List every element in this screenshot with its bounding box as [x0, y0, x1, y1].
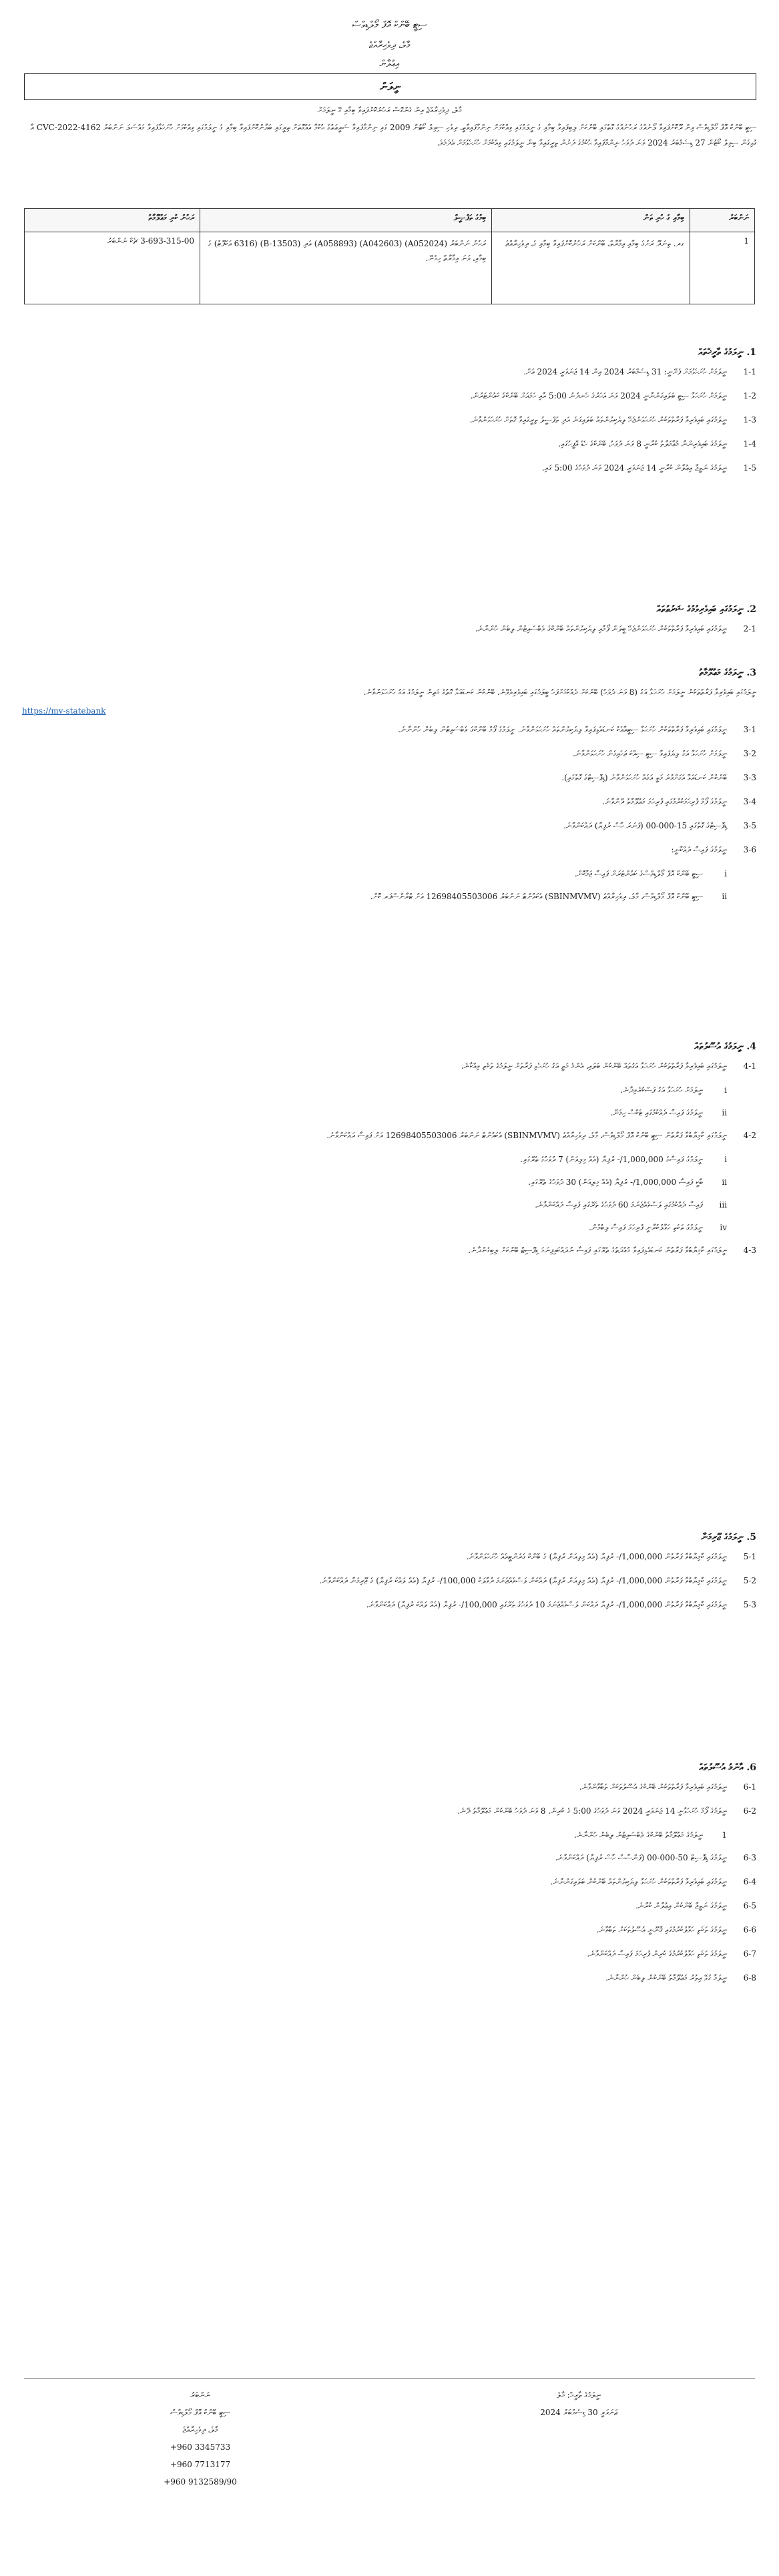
- table-cell-location: ގދ. ތިނަދޫ ރަށުގެ ބިމާއި އިމާރާތް، ބޭންކަށް ރަހުނުކޮށްފައިވާ ބިމާއި ގެ، ދިވެހިރާއްޖެ: [492, 232, 690, 304]
- sub-item: ii ސިޓީ ބޭންކް އޮފް މޯލްޑިވްސް، މާލެ، ދިވެހިރާއްޖެ (SBINMVMV) އެކައުންޓް ނަންބަރު 12698405503006 އަށް ޓްރާންސްފަރ ކޮށް.: [370, 892, 727, 901]
- notice-subtitle: މާލެ، ދިވެހިރާއްޖެ އިން ގެންގޮސް ރަހުނުކޮށްފައިވާ ބިމާއި ގޭ ނީލަމަށް: [317, 105, 462, 115]
- phone-number: +960 7713177: [170, 2460, 231, 2469]
- list-item: 6-2 ނީލަމުގެ ފޯމް ހުށަހަޅާނީ 14 ޖަނަވަރީ 2024 ވަނަ ދުވަހުގެ 5:00 ގެ ކުރިން. 8 ވަނަ ދުވަހު ބޭންކުން މަޢުލޫމާތު ދޭނެ.: [457, 1806, 756, 1816]
- list-item: 3-5 ޑިޕޮސިޓްގެ ގޮތުގައި 15-000-00 (ފަނަރަ ހާސް ރުފިޔާ) ދައްކަންވާނެ.: [563, 821, 756, 830]
- office-name: މާލެ، ދިވެހިރާއްޖެ: [368, 40, 411, 51]
- sub-item: i ނީލަމަށް ހުށަހަޅާ އަގު ފަސްކުރެވިދާނެ.: [620, 1085, 727, 1095]
- section-2: [22, 604, 756, 646]
- footer-contact-block: [80, 2386, 320, 2491]
- list-item: 1-5 ނީލަމުގެ ނަތީޖާ އިޢުލާން ކުރާނީ 14 ޖަނަވަރީ 2024 ވަނަ ދުވަހުގެ 5:00 ގައި.: [541, 463, 756, 473]
- sub-item: iv ނީލަމުގެ ތަކެތި ހަވާލުކުރާނީ ފުރިހަމަ ފައިސާ ލިބުމުން.: [588, 1223, 727, 1232]
- table-header-location: ބިމާއި ގެ ހުރި ތަން: [492, 209, 690, 232]
- section-title: 3. ނީލަމުގެ މަޢުލޫމާތު: [699, 668, 756, 678]
- section-title: 6. އާންމު އުސޫލުތައް: [699, 1762, 756, 1773]
- list-item: 3-2 ނީލަމަށް ހުށަހަޅާ އަގު ލިޔެފައިވާ ސިޓީ ސިއްކަ ޖަހައިގެން ހުށަހަޅަންވާނެ.: [572, 749, 756, 758]
- list-item: 4-2 ނީލަމުގައި ކާމިޔާބުވާ ފަރާތުން ސިޓީ ބޭންކް އޮފް މޯލްޑިވްސް، މާލެ، ދިވެހިރާއްޖެ (SBINMVMV) އެކައުންޓް ނަންބަރު 12698405503006 އަށް ފައިސާ ދައްކަންވާނެ.: [326, 1131, 756, 1140]
- footer-divider: [24, 2378, 755, 2379]
- list-item: 4-3 ނީލަމުގައި ކާމިޔާބުވާ ފަރާތުން ކަނޑައެޅިފައިވާ މުއްދަތުގެ ތެރޭގައި ފައިސާ ނުދައްކައިފިނަމަ ޑިޕޮސިޓް ބޭންކަށް ލިބިގެންދާނެ.: [468, 1246, 756, 1255]
- table-header-details: ބިމުގެ ތަފްޞީލް: [200, 209, 492, 232]
- section-title: 4. ނީލަމުގެ އުސޫލުތައް: [694, 1041, 756, 1052]
- list-item: 1-3 ނީލަމުގައި ބައިވެރިވާ ފަރާތްތަކުން ހުށަހަޅަންޖެހޭ ލިޔެކިޔުންތައް ބަލައިގަނެ އަދި ތަފްސީލު ތިރީގައިވާ ގޮތަށް ހުށަހަޅަންވާނެ.: [469, 415, 756, 425]
- list-item: 4-1 ނީލަމުގައި ބައިވެރިވާ ފަރާތްތަކުން ހުށަހަޅާ އަގުތައް ބޭންކުން ބަލައި، އެންމެ މަތީ އަގު ހުށަހެޅި ފަރާތަށް ނީލަމުގެ ތަކެތި ވިއްކާނެ.: [461, 1061, 756, 1071]
- sub-item: i ސިޓީ ބޭންކް އޮފް މޯލްޑިވްސްގެ ކައުންޓަރަށް ފައިސާ ޖަމާކޮށް.: [574, 869, 727, 878]
- table-cell-reference: 3-693-315-00 ޗެކް ނަންބަރު: [25, 232, 200, 304]
- section-intro: ނީލަމުގައި ބައިވެރިވާ ފަރާތްތަކުން ނީލަމަށް ހުށަހަޅާ އަގު (8 ވަނަ ދުވަހު) ބޭންކަށް ދެއްކުމަށްފަހު ބީލަމުގައި ބައިވެރިވެވޭނެ. ބޭންކުން ކަނޑައަޅާ ގޮތުގެ މަތިން ނީލަމުގެ އަގު ހުށަހަޅަންވާނެ.: [363, 688, 756, 697]
- list-item: 3-4 ނީލަމުގެ ފޯމް ފުރިހަމަކުރުމުގައި ފުރިހަމަ މަޢުލޫމާތު ދޭންވާނެ.: [602, 797, 756, 806]
- section-title: 1. ނީލަމުގެ ތާރީޚްތައް: [698, 347, 756, 358]
- sub-item: 1 ނީލަމުގެ މަޢުލޫމާތު ބޭންކްގެ ވެބްސައިޓުން ލިބެން ހުންނާނެ.: [574, 1830, 727, 1840]
- section-6: [22, 1762, 756, 1995]
- footer-label: ނަންބަރު: [190, 2390, 210, 2400]
- intro-paragraph: ސިޓީ ބޭންކް އޮފް މޯލްޑިވްސް އިން ދޫކޮށްފައިވާ ލޯނެއްގެ ރަހުނެއްގެ ގޮތުގައި ބޭންކަށް ލިބިފައިވާ ބިމާއި ގެ ނީލަމުގައި ވިއްކުމަށް ނިންމާފައިވާތީ، ދިވެހި ސިވިލް ކޯޓުން 2009 ގައި ނިންމާފައިވާ ޝަރީޢަތުގެ ޙުކުމާ އެއްގޮތަށް ތިރީގައި ބަޔާންކޮށްފައިވާ ބިމާއި ގެ ނީލަމުގައި ވިއްކުމަށް ހުށަހަޅާފައިވާ މައްސަލަ ނަންބަރު 4162-CVC-2022 އާ ގުޅިގެން ސިވިލް ކޯޓުން 27 ޑިސެމްބަރު 2024 ވަނަ ދުވަހު ނިންމާފައިވާ ޙުކުމުގެ ދަށުން ތިރީގައިވާ ބިން ނީލަމުގައި ވިއްކުމަށް ހުށަހެޅުމަށް އެދެމެވެ.: [30, 123, 756, 148]
- list-item: 6-3 ނީލަމުގެ ޑިޕޮސިޓް 50-000-00 (ފަންސާސް ހާސް ރުފިޔާ) ދައްކަންވާނެ.: [555, 1853, 756, 1862]
- list-item: 5-3 ނީލަމުގައި ކާމިޔާބުވާ ފަރާތުން 1,000,000/- ރުފިޔާ ދައްކަން ލަސްވެއްޖެނަމަ 10 ދުވަހުގެ ތެރޭގައި 100,000/- ރުފިޔާ (އެއް ލައްކަ ރުފިޔާ) ދައްކަންވާނެ.: [366, 1600, 756, 1609]
- sub-item: iii ފައިސާ ދެއްކުމުގައި ލަސްވެއްޖެނަމަ 60 ދުވަހުގެ ތެރޭގައި ފައިސާ ދައްކަންވާނެ.: [535, 1200, 727, 1210]
- sub-item: i ނީލަމުގެ ފައިސާގެ 1,000,000/- ރުފިޔާ (އެއް މިލިއަން) 7 ދުވަހުގެ ތެރޭގައި.: [520, 1155, 727, 1164]
- section-4: [22, 1041, 756, 1267]
- notice-title-box: [24, 73, 756, 100]
- list-item: 6-5 ނީލަމުގެ ނަތީޖާ ބޭންކުން އިޢުލާން ކުރާނެ.: [635, 1901, 756, 1910]
- footer-bank-name: ސިޓީ ބޭންކް އޮފް މޯލްޑިވްސް: [170, 2408, 230, 2417]
- auction-lots-table: [24, 208, 755, 304]
- table-header-reference: ރަހުނު ކުރި މަޢުލޫމާތު: [25, 209, 200, 232]
- list-item: 5-1 ނީލަމުގައި ކާމިޔާބުވާ ފަރާތުން 1,000,000/- ރުފިޔާ (އެއް މިލިއަން ރުފިޔާ) ގެ ބޭންކް ގެރެންޓީއެއް ހުށަހަޅަންވާނެ.: [466, 1552, 756, 1561]
- phone-number: +960 3345733: [170, 2442, 231, 2452]
- list-item: 6-1 ނީލަމުގައި ބައިވެރިވާ ފަރާތްތަކުން ބޭންކްގެ އުސޫލުތަކަށް ތަބާވާންވާނެ.: [579, 1782, 756, 1792]
- footer-date: ޖަނަވަރީ 30 ޑިސެމްބަރު 2024: [540, 2408, 617, 2417]
- table-cell-number: 1: [690, 232, 755, 304]
- list-item: 6-4 ނީލަމުގައި ބައިވެރިވާ ފަރާތްތަކުން ހުށަހަޅާ ލިޔެކިޔުންތައް ބޭންކުން ބަލައިގަންނާނެ.: [550, 1877, 756, 1886]
- table-header-row: [25, 209, 755, 232]
- bank-name-header: ސިޓީ ބޭންކް އޮފް މޯލްޑިވްސް: [352, 19, 427, 31]
- section-3: [22, 668, 756, 912]
- list-item: 6-6 ނީލަމުގެ ތަކެތި ހަވާލުކުރުމުގައި ޤާނޫނީ އުސޫލުތަކަށް ތަބާވާނެ.: [596, 1925, 756, 1935]
- sub-item: ii ނީލަމުގެ ފައިސާ ދެއްކުމުގައި ޓެކްސް ހިމެނޭ.: [610, 1108, 727, 1117]
- section-title: 2. ނީލަމުގައި ބައިވެރިވުމުގެ ޝަރުޠުތައް: [656, 604, 756, 615]
- list-item: 1-2 ނީލަމަށް ހުށަހަޅާ ސިޓީ ބަލައިގަންނާނީ 2024 ވަނަ އަހަރުގެ ހެނދުނު 5:00 އާއި ހަމައަށް ބޭންކްގެ ކައުންޓަރުން.: [470, 391, 756, 401]
- list-item: 1-1 ނީލަމަށް ހުށަހެޅުމަށް ފެށޭނީ: 31 ޑިސެމްބަރު 2024 އިން 14 ޖަނަވަރީ 2024 އަށް.: [523, 367, 756, 376]
- sub-item: ii ބާކީ ފައިސާ 1,000,000/- ރުފިޔާ (އެއް މިލިއަން) 30 ދުވަހުގެ ތެރޭގައި.: [528, 1178, 727, 1187]
- list-item: 5-2 ނީލަމުގައި ކާމިޔާބުވާ ފަރާތުން 1,000,000/- ރުފިޔާ (އެއް މިލިއަން ރުފިޔާ) ދައްކަން ލަސްވެއްޖެނަމަ ދުވާލަކު 100,000/- ރުފިޔާ (އެއް ލައްކަ ރުފިޔާ) ގެ ޖޫރިމަނާ ދައްކަންވާނެ.: [319, 1576, 756, 1585]
- notice-title: ނީލަން: [379, 80, 401, 93]
- table-cell-details: ރަހުނު ނަންބަރު (A052024) (A042603) (A058893) އަދި (B-13503) (6316 އަކަފޫޓު) ގެ ބިމާއި، ވަނަ އިމާރާތް ހިމެނޭ.: [200, 232, 492, 304]
- list-item: 2-1 ނީލަމުގައި ބައިވެރިވާ ފަރާތްތަކުން ހުށަހަޅަންޖެހޭ ބީލަން ފޯމާއި ލިޔެކިޔުންތައް ބޭންކްގެ ވެބްސައިޓުން ލިބެން ހުންނާނެ.: [475, 624, 756, 633]
- section-title: 5. ނީލަމުގެ ޖޫރިމަނާ: [700, 1532, 756, 1543]
- section-1: [22, 347, 756, 485]
- footer-date-label: ނީލަމުގެ ތާރީޚް: މާލެ: [556, 2390, 601, 2400]
- list-item: 1-4 ނީލަމުގެ ބައިވެރިންނާ މުޢާމަލާތު ކުރާނީ 8 ވަނަ ދުވަހު، ބޭންކްގެ ހެޑް އޮފީހުގައި.: [558, 439, 756, 449]
- section-5: [22, 1532, 756, 1621]
- list-item: 3-1 ނީލަމުގައި ބައިވެރިވާ ފަރާތްތަކުން ހުށަހަޅާ ސިޓީއާއެކު ކަނޑައެޅިފައިވާ ލިޔެކިޔުންތައް ހުށަހަޅަންވާނެ. ނީލަމުގެ ފޯމް ބޭންކްގެ ވެބްސައިޓުން ލިބެން ހުންނާނެ.: [398, 725, 756, 734]
- footer-city: މާލެ، ދިވެހިރާއްޖެ: [182, 2425, 218, 2434]
- list-item: 3-6 ނީލަމުގެ ފައިސާ ދައްކާނީ:: [671, 845, 756, 854]
- department-name: އިޢުލާން: [379, 59, 400, 69]
- table-row: [25, 232, 755, 304]
- list-item: 6-7 ނީލަމުގެ ތަކެތި ހަވާލުކުރުމުގެ ކުރިން ފުރިހަމަ ފައިސާ ދައްކަންވާނެ.: [587, 1949, 756, 1959]
- list-item: 3-3 ބޭންކުން ކަނޑައަޅާ އަގަށްވުރެ މަތީ އަގެއް ހުށަހަޅަންވާނެ (ޑިޕޮސިޓްގެ ގޮތުގައި).: [561, 773, 756, 782]
- footer-date-block: [459, 2386, 699, 2421]
- list-item: 6-8 ނީލަމާ ގުޅޭ އިތުރު މަޢުލޫމާތު ބޭންކުން ލިބެން ހުންނާނެ.: [605, 1973, 756, 1983]
- statebank-link[interactable]: https://mv-statebank: [22, 706, 106, 716]
- table-header-number: ނަންބަރު: [690, 209, 755, 232]
- phone-number: +960 9132589/90: [164, 2477, 237, 2487]
